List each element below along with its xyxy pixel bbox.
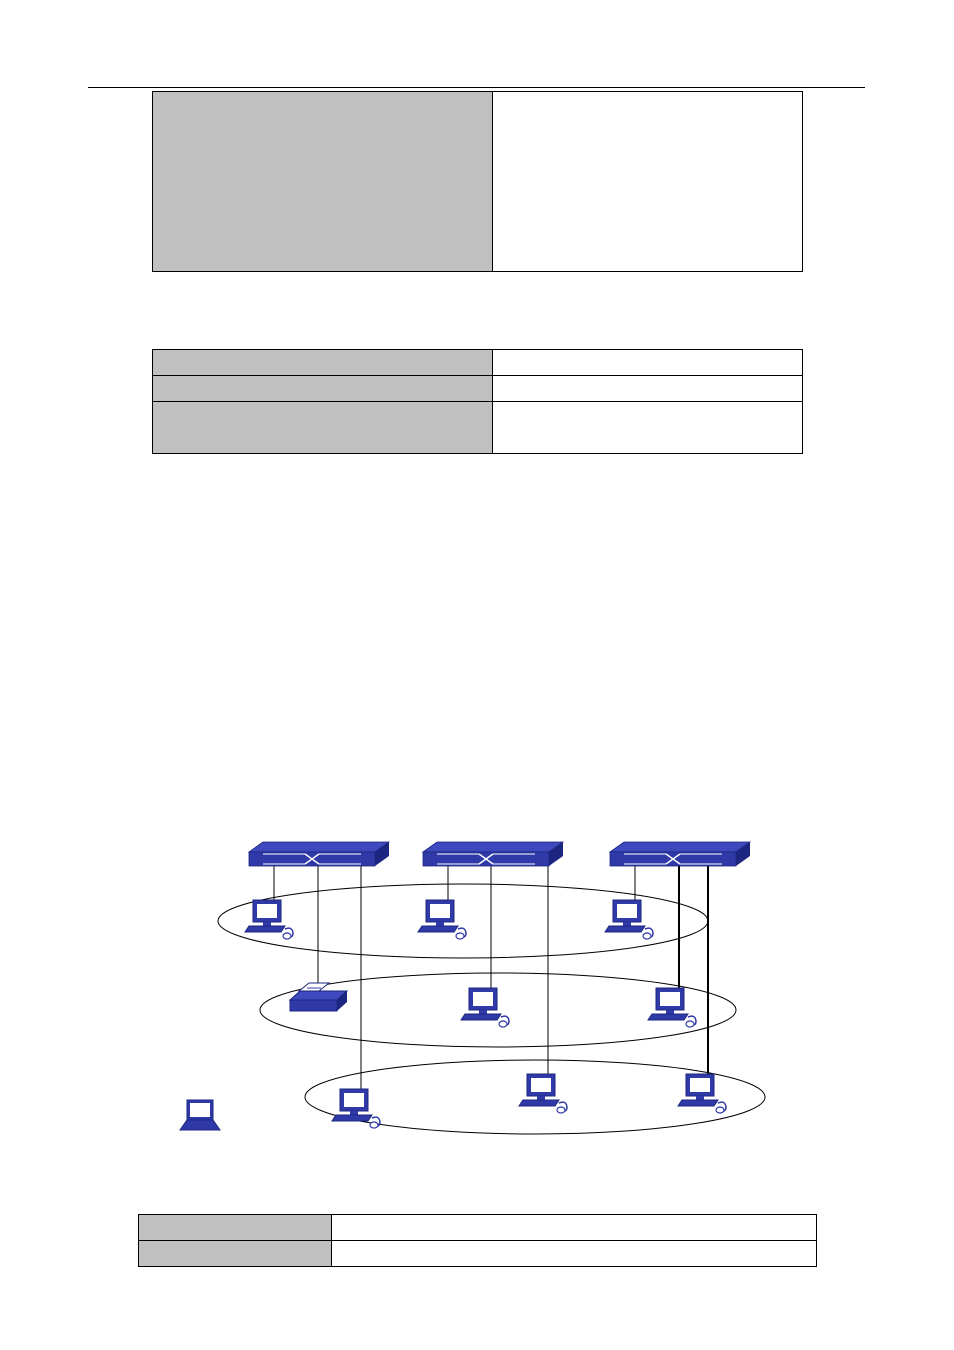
- table-row: [153, 350, 803, 376]
- switch-icon: [249, 842, 389, 866]
- table-row: [153, 402, 803, 454]
- table-row: [139, 1215, 817, 1241]
- table-cell: [493, 92, 803, 272]
- laptop-icon: [180, 1100, 220, 1130]
- computer-icon: [418, 900, 466, 939]
- computer-icon: [605, 900, 653, 939]
- table-cell: [493, 402, 803, 454]
- table-top: [152, 91, 803, 272]
- table-middle: [152, 349, 803, 454]
- table-row: [139, 1241, 817, 1267]
- table-bottom: [138, 1214, 817, 1267]
- table-cell: [153, 376, 493, 402]
- printer-icon: [290, 983, 347, 1011]
- computer-icon: [648, 988, 696, 1027]
- vlan-network-diagram: [160, 828, 780, 1148]
- table-cell: [153, 92, 493, 272]
- header-rule: [88, 87, 865, 88]
- table-cell: [332, 1241, 817, 1267]
- table-cell: [493, 350, 803, 376]
- table-cell: [139, 1241, 332, 1267]
- table-cell: [153, 350, 493, 376]
- computer-icon: [245, 900, 293, 939]
- computer-icon: [678, 1074, 726, 1113]
- connection-lines: [274, 866, 708, 1089]
- table-cell: [493, 376, 803, 402]
- switch-icon: [610, 842, 750, 866]
- computer-icon: [519, 1074, 567, 1113]
- table-row: [153, 376, 803, 402]
- table-cell: [139, 1215, 332, 1241]
- table-row: [153, 92, 803, 272]
- computer-icon: [332, 1089, 380, 1128]
- table-cell: [153, 402, 493, 454]
- computer-icon: [461, 988, 509, 1027]
- table-cell: [332, 1215, 817, 1241]
- switch-icon: [423, 842, 563, 866]
